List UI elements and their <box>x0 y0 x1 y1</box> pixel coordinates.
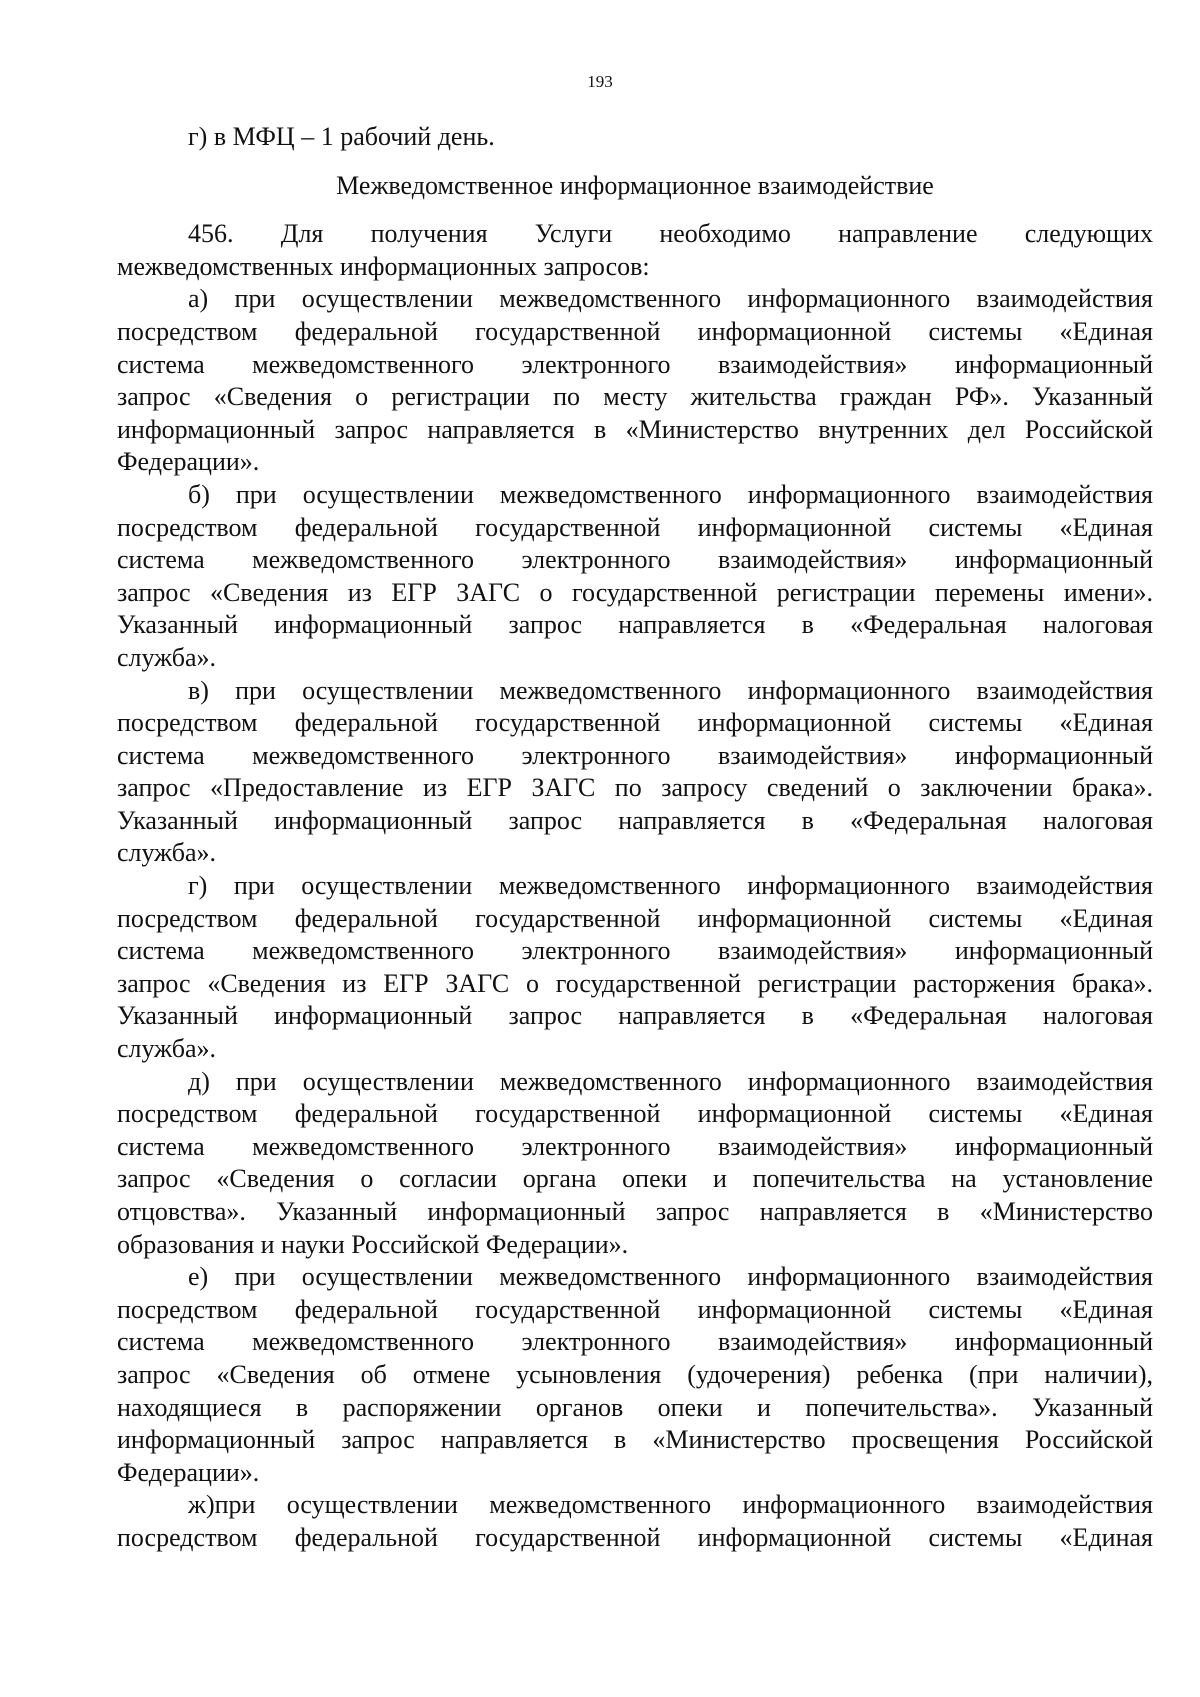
paragraph-line: Указанный информационный запрос направляется в «Федеральная налоговая <box>117 610 1153 640</box>
document-body <box>117 121 1153 1555</box>
paragraph-line: служба». <box>117 838 217 868</box>
paragraph-line: отцовства». Указанный информационный запрос направляется в «Министерство <box>117 1197 1153 1226</box>
paragraph-line: служба». <box>117 1034 217 1064</box>
paragraph-line: посредством федеральной государственной информационной системы «Единая <box>117 512 1153 542</box>
paragraph <box>117 283 1153 479</box>
section-heading: Межведомственное информационное взаимодействие <box>336 170 934 200</box>
paragraph-line: информационный запрос направляется в «Министерство внутренних дел Российской <box>117 414 1153 444</box>
paragraph-line: посредством федеральной государственной информационной системы «Единая <box>117 316 1153 346</box>
paragraph-line: образования и науки Российской Федерации». <box>117 1229 629 1259</box>
paragraph <box>117 479 1153 675</box>
page-number: 193 <box>587 72 613 91</box>
paragraph-line: информационный запрос направляется в «Министерство просвещения Российской <box>117 1425 1153 1455</box>
paragraph-line: посредством федеральной государственной информационной системы «Единая <box>117 708 1153 738</box>
paragraph-line: Указанный информационный запрос направляется в «Федеральная налоговая <box>117 1001 1153 1031</box>
paragraph-line: г) при осуществлении межведомственного информационного взаимодействия <box>188 871 1153 901</box>
paragraph-line: 456. Для получения Услуги необходимо направление следующих <box>188 219 1153 249</box>
paragraph-list <box>117 218 1153 1554</box>
paragraph-line: посредством федеральной государственной информационной системы «Единая <box>117 1522 1153 1552</box>
paragraph-line: посредством федеральной государственной информационной системы «Единая <box>117 903 1153 933</box>
paragraph-line: межведомственных информационных запросов: <box>117 251 650 281</box>
paragraph-line: запрос «Сведения из ЕГР ЗАГС о государственной регистрации перемены имени». <box>117 577 1153 607</box>
paragraph-line: е) при осуществлении межведомственного информационного взаимодействия <box>188 1262 1153 1292</box>
paragraph <box>117 1066 1153 1262</box>
paragraph-line: Указанный информационный запрос направляется в «Федеральная налоговая <box>117 805 1153 835</box>
paragraph-line: посредством федеральной государственной информационной системы «Единая <box>117 1294 1153 1324</box>
paragraph <box>117 1261 1153 1489</box>
paragraph-line: запрос «Сведения о согласии органа опеки и попечительства на установление <box>117 1164 1153 1194</box>
paragraph-line: запрос «Сведения об отмене усыновления (удочерения) ребенка (при наличии), <box>117 1359 1153 1389</box>
paragraph-line: система межведомственного электронного взаимодействия» информационный <box>117 936 1153 966</box>
paragraph-line: система межведомственного электронного взаимодействия» информационный <box>117 1131 1153 1161</box>
paragraph-line: запрос «Сведения о регистрации по месту жительства граждан РФ». Указанный <box>117 382 1153 412</box>
paragraph-line: ж)при осуществлении межведомственного информационного взаимодействия <box>188 1490 1153 1520</box>
paragraph <box>117 1489 1153 1554</box>
paragraph <box>117 675 1153 871</box>
paragraph <box>117 218 1153 283</box>
paragraph-line: Федерации». <box>117 447 260 477</box>
paragraph-line: система межведомственного электронного взаимодействия» информационный <box>117 545 1153 575</box>
paragraph-line: б) при осуществлении межведомственного информационного взаимодействия <box>188 479 1153 509</box>
paragraph-line: запрос «Сведения из ЕГР ЗАГС о государственной регистрации расторжения брака». <box>117 968 1153 998</box>
paragraph-line: посредством федеральной государственной информационной системы «Единая <box>117 1099 1153 1129</box>
paragraph-line: Федерации». <box>117 1457 260 1487</box>
paragraph-line: а) при осуществлении межведомственного информационного взаимодействия <box>188 284 1153 314</box>
paragraph-line: д) при осуществлении межведомственного информационного взаимодействия <box>188 1066 1153 1096</box>
paragraph-line: находящиеся в распоряжении органов опеки и попечительства». Указанный <box>117 1392 1153 1422</box>
paragraph-line: система межведомственного электронного взаимодействия» информационный <box>117 349 1153 379</box>
paragraph-line: система межведомственного электронного взаимодействия» информационный <box>117 1327 1153 1357</box>
paragraph-line: запрос «Предоставление из ЕГР ЗАГС по запросу сведений о заключении брака». <box>117 773 1153 803</box>
paragraph-line: в) при осуществлении межведомственного информационного взаимодействия <box>188 675 1153 705</box>
first-line: г) в МФЦ – 1 рабочий день. <box>188 122 495 151</box>
paragraph-line: система межведомственного электронного взаимодействия» информационный <box>117 740 1153 770</box>
paragraph <box>117 870 1153 1066</box>
paragraph-line: служба». <box>117 642 217 672</box>
